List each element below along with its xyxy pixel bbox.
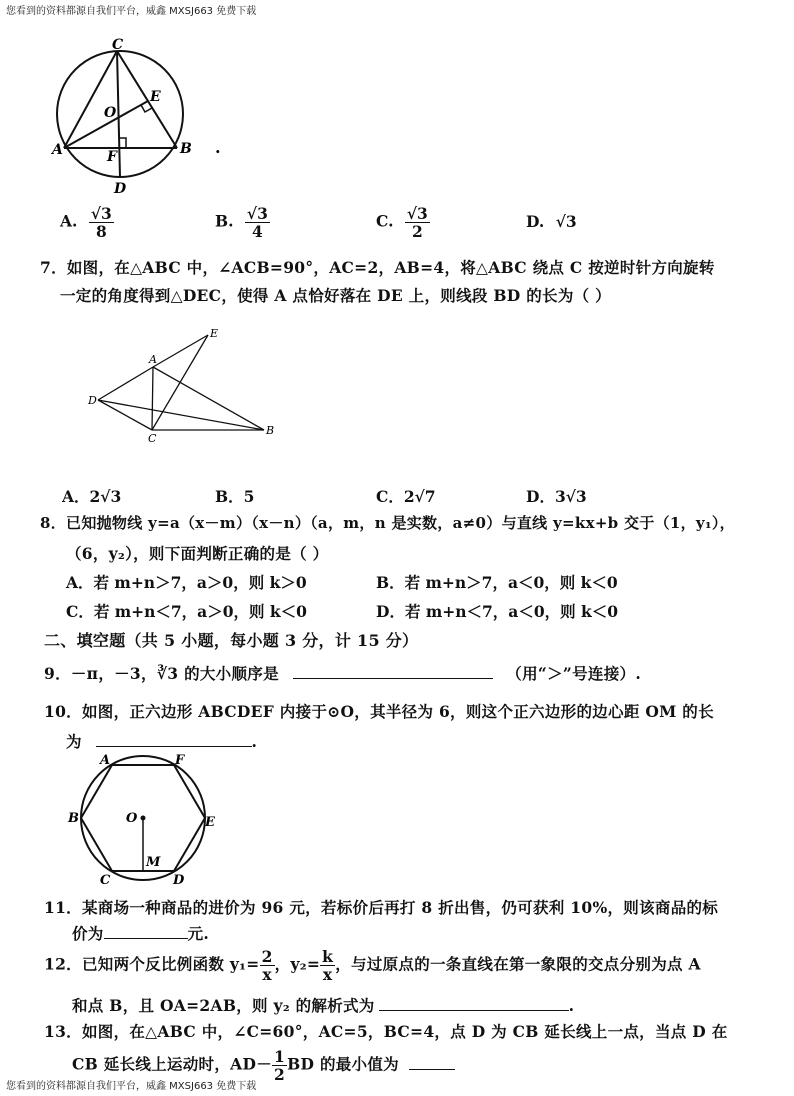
- segment-da: [98, 367, 153, 400]
- segment-cd: [117, 51, 120, 177]
- q7-option-b: B．5: [215, 487, 255, 506]
- label-d: D: [114, 181, 127, 195]
- center-o-dot: [141, 816, 146, 821]
- q6-b-numerator: √3: [246, 204, 268, 223]
- q7-line2: 一定的角度得到△DEC，使得 A 点恰好落在 DE 上，则线段 BD 的长为（ ）: [60, 286, 611, 305]
- q13-line2: CB 延长线上运动时，AD－ $\frac{1}{2}$ BD 的最小值为: [72, 1048, 455, 1083]
- q13-f-denominator: 2: [274, 1065, 286, 1085]
- label-o: O: [126, 811, 138, 826]
- q13-line1: 13．如图，在△ABC 中，∠C=60°，AC=5，BC=4，点 D 为 CB 延长线上一点，当点 D 在: [44, 1022, 728, 1041]
- q12-f1-numerator: 2: [261, 947, 273, 966]
- label-b: B: [266, 424, 275, 437]
- watermark-top: 您看到的资料都源自我们平台，威鑫 MXSJ663 免费下载: [6, 6, 257, 17]
- q7-option-c: C．2√7: [376, 487, 436, 506]
- q6-option-a: A. $\frac{√3}{8}$: [60, 204, 112, 242]
- q7-line1: 7．如图，在△ABC 中，∠ACB=90°，AC=2，AB=4，将△ABC 绕点 C 按逆时针方向旋转: [40, 258, 715, 277]
- watermark-bottom: 您看到的资料都源自我们平台，威鑫 MXSJ663 免费下载: [6, 1081, 257, 1092]
- segment-ae: [153, 335, 208, 367]
- q13-f-numerator: 1: [274, 1047, 286, 1066]
- q8-option-a: A．若 m+n＞7，a＞0，则 k＞0: [66, 573, 307, 592]
- q6-c-numerator: √3: [406, 204, 428, 223]
- label-d: D: [173, 873, 185, 888]
- q6-a-denominator: 8: [95, 222, 107, 242]
- label-a: A: [100, 753, 111, 768]
- q8-option-d: D．若 m+n＜7，a＜0，则 k＜0: [376, 602, 619, 621]
- label-c: C: [112, 37, 124, 53]
- label-e: E: [150, 89, 161, 105]
- label-f: F: [175, 753, 185, 768]
- q12-f2-denominator: x: [322, 965, 333, 985]
- q8-option-b: B．若 m+n＞7，a＜0，则 k＜0: [376, 573, 618, 592]
- label-e: E: [210, 327, 219, 340]
- label-c: C: [100, 873, 111, 888]
- q11-line2: 价为 元.: [72, 924, 210, 943]
- q8-option-c: C．若 m+n＜7，a＞0，则 k＜0: [66, 602, 307, 621]
- q11-answer-blank[interactable]: [104, 938, 188, 939]
- hexagon-figure: [62, 750, 232, 890]
- label-c: C: [148, 432, 157, 445]
- q8-line1: 8．已知抛物线 y=a（x－m）（x－n）（a，m，n 是实数，a≠0）与直线 y=kx+b 交于（1，y₁），: [40, 514, 735, 532]
- q12-f2-numerator: k: [322, 947, 334, 966]
- q9-line: 9．－π，－3，∛3 的大小顺序是 （用“＞”号连接）.: [44, 664, 642, 683]
- label-a: A: [149, 353, 157, 366]
- q6-c-denominator: 2: [411, 222, 423, 242]
- figure-tail-dot: .: [215, 138, 221, 157]
- q10-line1: 10．如图，正六边形 ABCDEF 内接于⊙O，其半径为 6，则这个正六边形的边心距 OM 的长: [44, 702, 714, 721]
- q6-a-numerator: √3: [90, 204, 112, 223]
- q7-option-d: D．3√3: [526, 487, 587, 506]
- q6-option-b: B. $\frac{√3}{4}$: [215, 204, 268, 242]
- q12-line1: 12．已知两个反比例函数 y₁= $\frac{2}{x}$ ，y₂= $\frac{k}{x}$ ，与过原点的一条直线在第一象限的交点分别为点 A: [44, 947, 701, 985]
- label-b: B: [180, 141, 192, 157]
- q11-line1: 11．某商场一种商品的进价为 96 元，若标价后再打 8 折出售，仍可获利 10%，则该商品的标: [44, 898, 719, 917]
- segment-ac: [152, 367, 153, 430]
- q6-option-d: D. √3: [526, 212, 577, 231]
- q12-f1-denominator: x: [262, 965, 272, 985]
- q10-line2: 为 .: [66, 732, 258, 751]
- label-d: D: [88, 394, 97, 407]
- segment-db: [98, 400, 264, 430]
- label-f: F: [107, 149, 117, 165]
- q13-answer-blank[interactable]: [409, 1069, 455, 1070]
- q7-option-a: A．2√3: [62, 487, 122, 506]
- rotation-triangle-figure: [80, 325, 280, 445]
- q12-answer-blank[interactable]: [379, 1010, 569, 1011]
- label-b: B: [68, 811, 79, 826]
- q10-answer-blank[interactable]: [96, 746, 252, 747]
- label-o: O: [104, 105, 117, 121]
- q12-line2: 和点 B，且 OA=2AB，则 y₂ 的解析式为 .: [72, 996, 575, 1015]
- label-e: E: [205, 815, 215, 830]
- q9-answer-blank[interactable]: [293, 678, 493, 679]
- segment-cb: [117, 51, 177, 148]
- label-m: M: [146, 855, 161, 870]
- circle-triangle-figure: [50, 35, 240, 195]
- label-a: A: [52, 142, 63, 158]
- q6-option-c: C. $\frac{√3}{2}$: [376, 204, 428, 242]
- q8-line2: （6，y₂），则下面判断正确的是（ ）: [66, 544, 329, 563]
- section-fill-in-header: 二、填空题（共 5 小题，每小题 3 分，计 15 分）: [44, 631, 419, 650]
- q6-b-denominator: 4: [252, 222, 263, 242]
